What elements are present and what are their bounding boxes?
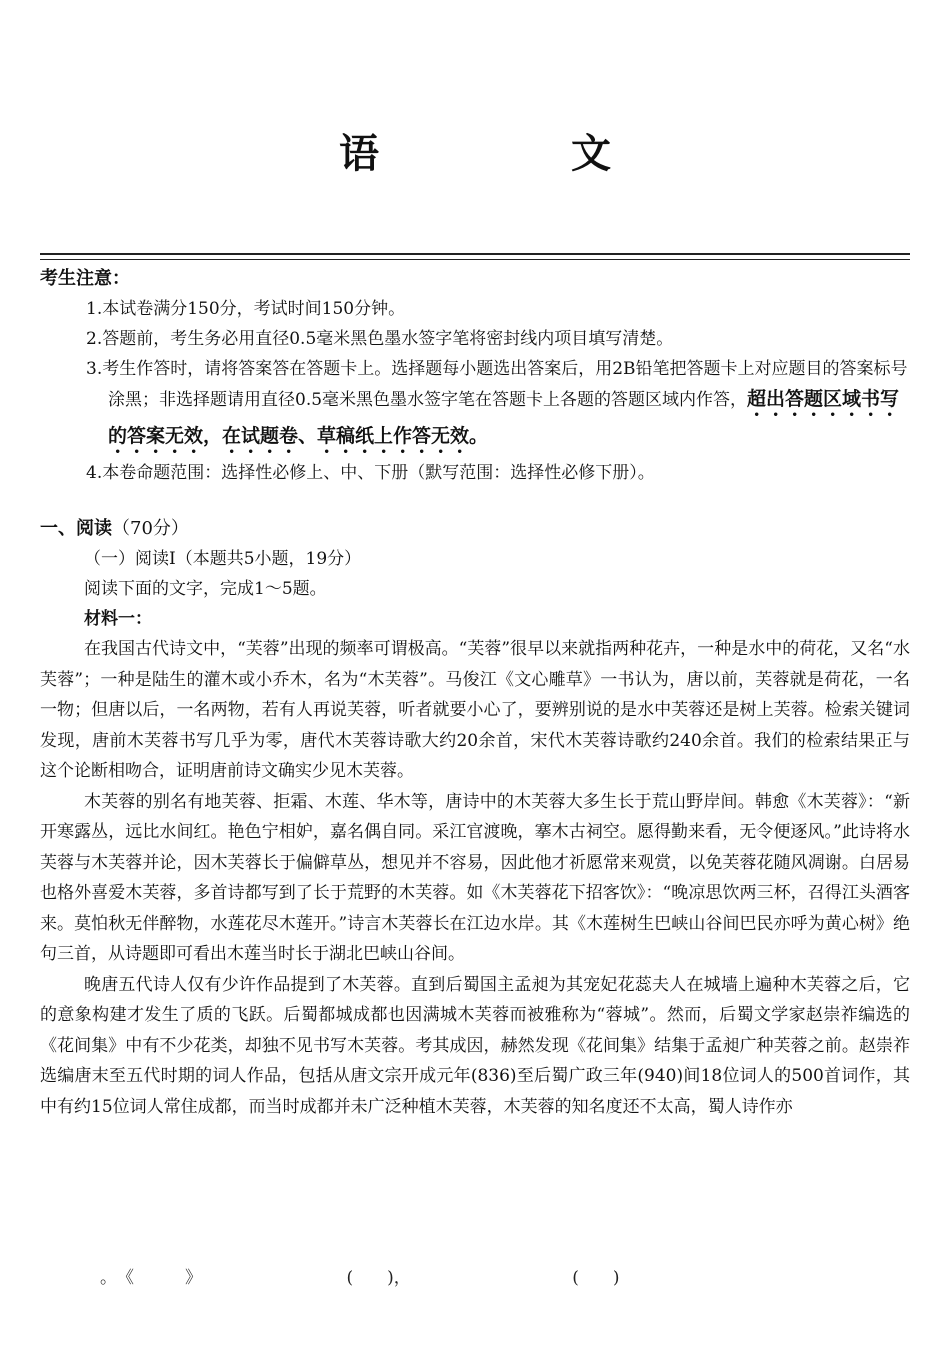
instruction: 阅读下面的文字，完成1～5题。 — [84, 579, 327, 599]
notice-heading: 考生注意： — [40, 268, 130, 289]
page-title: 语 文 — [339, 131, 687, 177]
notice-item-3 — [40, 354, 910, 458]
header-rule-thick — [40, 253, 910, 255]
reading-section — [40, 514, 910, 1122]
exam-notice — [40, 264, 910, 488]
section-heading-score: （70分） — [112, 518, 189, 539]
truncated-line: 。 《 》 ( )， ( ) — [100, 1268, 620, 1288]
paragraph-1: 在我国古代诗文中，“芙蓉”出现的频率可谓极高。“芙蓉”很早以来就指两种花卉，一种是水中的荷花，又名“水芙蓉”；一种是陆生的灌木或小乔木，名为“木芙蓉”。马俊江《文心雕草》一书认为，唐以前，芙蓉就是荷花，一名一物；但唐以后，一名两物，若有人再说芙蓉，听者就要小心了，要辨别说的是水中芙蓉还是树上芙蓉。检索关键词发现，唐前木芙蓉书写几乎为零，唐代木芙蓉诗歌大约20余首，宋代木芙蓉诗歌约240余首。我们的检索结果正与这个论断相吻合，证明唐前诗文确实少见木芙蓉。 — [40, 639, 910, 781]
notice-item-3-text: 3.考生作答时，请将答案答在答题卡上。选择题每小题选出答案后，用2B铅笔把答题卡上对应题目的答案标号涂黑；非选择题请用直径0.5毫米黑色墨水签字笔在答题卡上各题的答题区域内作答， — [86, 359, 908, 410]
section-heading-text: 一、阅读 — [40, 518, 112, 539]
material-label: 材料一： — [84, 609, 152, 629]
paragraph-3: 晚唐五代诗人仅有少许作品提到了木芙蓉。直到后蜀国主孟昶为其宠妃花蕊夫人在城墙上遍种木芙蓉之后，它的意象构建才发生了质的飞跃。后蜀都城成都也因满城木芙蓉而被雅称为“蓉城”。然而，后蜀文学家赵崇祚编选的《花间集》中有不少花类，却独不见书写木芙蓉。考其成因，赫然发现《花间集》结集于孟昶广种芙蓉之前。赵崇祚选编唐末至五代时期的词人作品，包括从唐文宗开成元年(836)至后蜀广政三年(940)间18位词人的500首词作，其中有约15位词人常住成都，而当时成都并未广泛种植木芙蓉，木芙蓉的知名度还不太高，蜀人诗作亦 — [40, 974, 910, 1117]
notice-item-3-emphasis: 超出答题区域书写的答案无效，在试题卷、草稿纸上作答无效。 — [108, 388, 900, 447]
notice-item-1: 1.本试卷满分150分，考试时间150分钟。 — [86, 299, 406, 319]
sub-heading: （一）阅读Ⅰ（本题共5小题，19分） — [84, 549, 362, 569]
notice-item-2: 2.答题前，考生务必用直径0.5毫米黑色墨水签字笔将密封线内项目填写清楚。 — [86, 329, 674, 349]
notice-item-4: 4.本卷命题范围：选择性必修上、中、下册（默写范围：选择性必修下册）。 — [86, 463, 655, 483]
paragraph-2: 木芙蓉的别名有地芙蓉、拒霜、木莲、华木等，唐诗中的木芙蓉大多生长于荒山野岸间。韩愈《木芙蓉》：“新开寒露丛，远比水间红。艳色宁相妒，嘉名偶自同。采江官渡晚，搴木古祠空。愿得勤来看，无令便逐风。”此诗将水芙蓉与木芙蓉并论，因木芙蓉长于偏僻草丛，想见并不容易，因此他才祈愿常来观赏，以免芙蓉花随风凋谢。白居易也格外喜爱木芙蓉，多首诗都写到了长于荒野的木芙蓉。如《木芙蓉花下招客饮》：“晚凉思饮两三杯，召得江头酒客来。莫怕秋无伴醉物，水莲花尽木莲开。”诗言木芙蓉长在江边水岸。其《木莲树生巴峡山谷间巴民亦呼为黄心树》绝句三首，从诗题即可看出木莲当时长于湖北巴峡山谷间。 — [40, 791, 910, 964]
header-rule-thin — [40, 259, 910, 260]
section-heading — [40, 514, 910, 544]
